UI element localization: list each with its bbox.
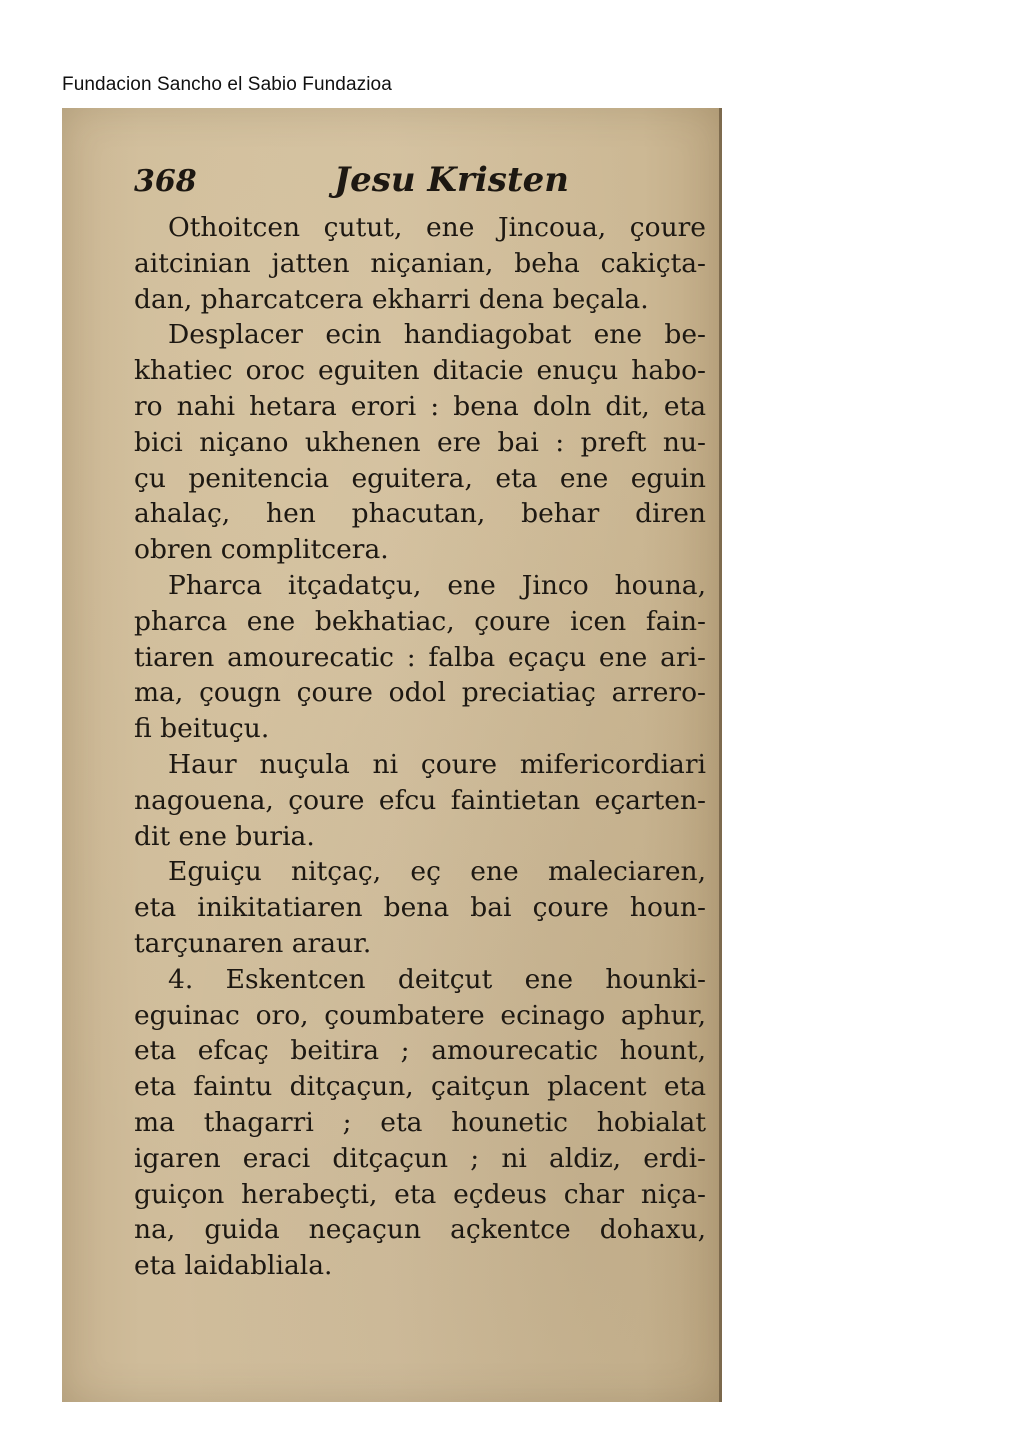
text-line: na, guida neçaçun açkentce dohaxu, — [134, 1214, 706, 1246]
text-line: ma, çougn çoure odol preciatiaç arrero- — [134, 677, 706, 709]
text-line: pharca ene bekhatiac, çoure icen fain- — [134, 605, 706, 637]
text-line: obren complitcera. — [134, 534, 389, 566]
text-line: bici niçano ukhenen ere bai : preft nu- — [134, 426, 706, 458]
text-line: Haur nuçula ni çoure mifericordiari — [168, 748, 706, 780]
scanned-page-image — [62, 108, 722, 1402]
text-line: Desplacer ecin handiagobat ene be- — [168, 319, 706, 351]
page-number: 368 — [134, 164, 197, 199]
page-edge-shadow — [719, 108, 722, 1402]
text-line: Pharca itçadatçu, ene Jinco houna, — [168, 569, 706, 601]
text-line: nagouena, çoure efcu faintietan eçarten- — [134, 784, 706, 816]
text-line: fi beituçu. — [134, 713, 270, 745]
running-head — [134, 160, 706, 206]
text-line: 4. Eskentcen deitçut ene hounki- — [168, 963, 706, 995]
text-line: tarçunaren araur. — [134, 927, 372, 959]
source-header: Fundacion Sancho el Sabio Fundazioa — [62, 74, 392, 95]
text-line: Eguiçu nitçaç, eç ene maleciaren, — [168, 856, 706, 888]
text-line: çu penitencia eguitera, eta ene eguin — [134, 462, 706, 494]
text-line: eguinac oro, çoumbatere ecinago aphur, — [134, 999, 706, 1031]
text-line: ro nahi hetara erori : bena doln dit, eta — [134, 390, 706, 422]
text-line: Othoitcen çutut, ene Jincoua, çoure — [168, 212, 706, 243]
text-line: eta laidabliala. — [134, 1250, 333, 1282]
text-line: dit ene buria. — [134, 820, 315, 852]
running-title: Jesu Kristen — [334, 160, 569, 200]
text-line: eta inikitatiaren bena bai çoure houn- — [134, 892, 706, 924]
text-line: khatiec oroc eguiten ditacie enuçu habo- — [134, 355, 706, 387]
text-line: dan, pharcatcera ekharri dena beçala. — [134, 283, 649, 315]
page-text-block — [134, 160, 706, 1284]
text-line: igaren eraci ditçaçun ; ni aldiz, erdi- — [134, 1142, 706, 1174]
text-line: ma thagarri ; eta hounetic hobialat — [134, 1106, 706, 1138]
text-line: aitcinian jatten niçanian, beha cakiçta- — [134, 247, 706, 279]
text-line: eta efcaç beitira ; amourecatic hount, — [134, 1035, 706, 1067]
text-line: guiçon herabeçti, eta eçdeus char niça- — [134, 1178, 706, 1210]
text-line: ahalaç, hen phacutan, behar diren — [134, 498, 706, 530]
body-text — [134, 210, 706, 1284]
text-line: tiaren amourecatic : falba eçaçu ene ari- — [134, 641, 706, 673]
text-line: eta faintu ditçaçun, çaitçun placent eta — [134, 1071, 706, 1103]
